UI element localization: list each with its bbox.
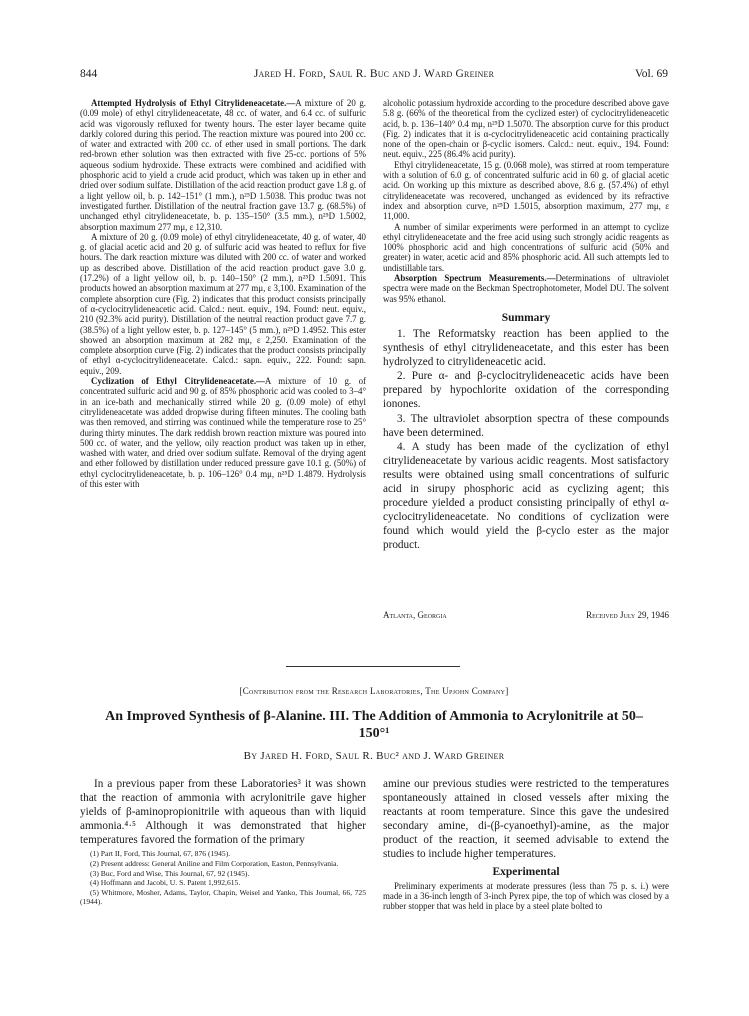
- summary-item: 3. The ultraviolet absorption spectra of these compounds have been determined.: [383, 412, 669, 439]
- volume-label: Vol. 69: [634, 68, 668, 80]
- summary-list: [383, 327, 669, 553]
- paragraph-absorption-spectrum: [383, 273, 669, 304]
- section-divider: [286, 666, 460, 667]
- summary-item: 2. Pure α- and β-cyclocitrylideneacetic acids have been prepared by hypochlorite oxidation of the corresponding ionones.: [383, 370, 669, 411]
- right-column: [383, 98, 669, 552]
- footnote: (3) Buc, Ford and Wise, This Journal, 67, 92 (1945).: [90, 868, 250, 878]
- article-right-column: [383, 777, 669, 911]
- paragraph-text: A mixture of 10 g. of concentrated sulfuric acid and 90 g. of 85% phosphoric acid was cooled to 3–4° in an ice-bath and mechanically stirred while 20 g. (0.09 mole) of ethyl citrylideneacetate was added dropwise during fifteen minutes. The cooling bath was then removed, and stirring was continued while the temperature rose to 25° during thirty minutes. The dark reddish brown reaction mixture was poured into 500 cc. of water, and the yellow, oily reaction product was taken up in ether, washed with water, and dried over sodium sulfate. Removal of the drying agent and ether followed by distillation under reduced pressure gave 10.1 g. (50%) of ethyl cyclocitrylideneacetate, b. p. 106–126° 0.4 mμ, n²⁵D 1.4879. Hydrolysis of this ester with: [80, 376, 366, 489]
- summary-heading: Summary: [501, 311, 551, 324]
- footnote: (1) Part II, Ford, This Journal, 67, 876 (1945).: [90, 849, 231, 859]
- footnotes: [80, 849, 366, 907]
- experimental-heading: Experimental: [492, 865, 560, 878]
- paragraph-glacial-acetic: Ethyl citrylideneacetate, 15 g. (0.068 mole), was stirred at room temperature with a solution of 6.0 g. of concentrated sulfuric acid in 60 g. of glacial acetic acid. On working up this mixture as described above, 8.6 g. (57.4%) of ethyl citrylideneacetate was recovered, unchanged as evidenced by its refractive index and absorption curve, n²⁵D 1.5015, absorption maximum, 277 mμ, ε 11,000.: [383, 159, 669, 222]
- summary-item: 4. A study has been made of the cyclization of ethyl citrylideneacetate by various acidic reagents. Most satisfactory results were obtained using small concentrations of sulfuric acid in sirupy phosphoric acid as cyclizing agent; this procedure yielded a product consisting principally of ethyl α-cyclocitrylideneacetate. No conditions of cyclization were found which would yield the β-cyclo ester as the major product.: [383, 440, 669, 552]
- paragraph-heading: Cyclization of Ethyl Citrylideneacetate.—: [91, 376, 265, 387]
- experimental-paragraph: Preliminary experiments at moderate pressures (less than 75 p. s. i.) were made in a 36-inch length of 3-inch Pyrex pipe, the top of which was closed by a rubber stopper that was held in place by a steel plate bolted to: [383, 880, 669, 912]
- left-column: [80, 98, 366, 489]
- paragraph-text: A mixture of 20 g. (0.09 mole) of ethyl citrylideneacetate, 48 cc. of water, and 6.4 cc. of sulfuric acid was vigorously refluxed for twenty hours. The ester layer became quite darkly colored during this period. The reaction mixture was poured into 200 cc. of water and extracted with 200 cc. of ether used in small portions. The dark red-brown ether solution was then extracted with five 25-cc. portions of 5% aqueous sodium hydroxide. These extracts were combined and acidified with phosphoric acid to yield a crude acid product, which was taken up in ether and dried over sodium sulfate. Distillation of the acid reaction product gave 1.8 g. of a light yellow oil, b. p. 142–151° (1 mm.), n²⁵D 1.5038. This produc twas not investigated further. Distillation of the neutral fraction gave 13.7 g. (68.5%) of unchanged ethyl citrylideneacetate, b. p. 135–150° (3.5 mm.), n²⁵D 1.5002, absorption maximum 277 mμ, ε 12,310.: [80, 98, 366, 232]
- intro-paragraph-continued: amine our previous studies were restricted to the temperatures spontaneously attained in closed vessels after mixing the reactants at room temperature. Since this gave the undesired secondary amine, di-(β-cyanoethyl)-amine, as the major product of the reaction, it seemed advisable to extend the studies to include higher temperatures.: [383, 778, 669, 861]
- article-title: An Improved Synthesis of β-Alanine. III. The Addition of Ammonia to Acrylonitrile at 50–150°¹: [105, 709, 643, 741]
- contribution-line: [Contribution from the Research Laboratories, The Upjohn Company]: [239, 686, 509, 696]
- location: Atlanta, Georgia: [383, 610, 447, 620]
- intro-paragraph: In a previous paper from these Laboratories³ it was shown that the reaction of ammonia with acrylonitrile gave higher yields of β-aminopropionitrile with aqueous than with liquid ammonia.⁴·⁵ Although it was demonstrated that higher temperatures favored the formation of the primary: [80, 778, 366, 847]
- paragraph-hydrolysis-continued: alcoholic potassium hydroxide according to the procedure described above gave 5.8 g. (66% of the theoretical from the cyclized ester) of cyclocitrylideneacetic acid, b. p. 136–140° 0.4 mμ, n²⁵D 1.5070. The absorption curve for this product (Fig. 2) indicates that it is α-cyclocitrylideneacetic acid containing practically none of the open-chain or β-cyclic isomers. Calcd.: neut. equiv., 194. Found: neut. equiv., 225 (86.4% acid purity).: [383, 98, 669, 160]
- paragraph-similar-experiments: A number of similar experiments were performed in an attempt to cyclize ethyl citrylideneacetate and the free acid using such strongly acidic reagents as 100% phosphoric acid and high concentrations of sulfuric acid (50% and greater) in water, acetic acid and 85% phosphoric acid. All such attempts led to undistillable tars.: [383, 221, 669, 273]
- paragraph-heading: Absorption Spectrum Measurements.—: [394, 273, 556, 284]
- running-header-authors: Jared H. Ford, Saul R. Buc and J. Ward Greiner: [253, 68, 495, 80]
- paragraph-cyclization: [80, 376, 366, 489]
- paragraph-attempted-hydrolysis: [80, 98, 366, 232]
- paragraph-text: Determinations of ultraviolet spectra were made on the Beckman Spectrophotometer, Model DU. The solvent was 95% ethanol.: [383, 273, 669, 304]
- paragraph-heading: Attempted Hydrolysis of Ethyl Citrylideneacetate.—: [91, 98, 296, 108]
- running-header: [80, 68, 668, 84]
- article-byline: By Jared H. Ford, Saul R. Buc² and J. Ward Greiner: [243, 750, 505, 762]
- footnote: (5) Whitmore, Mosher, Adams, Taylor, Chapin, Weisel and Yanko, This Journal, 66, 725 (1944).: [80, 887, 366, 907]
- summary-item: 1. The Reformatsky reaction has been applied to the synthesis of ethyl citrylideneacetate, and this ester has been hydrolyzed to citrylideneacetic acid.: [383, 327, 669, 369]
- article-left-column: [80, 777, 366, 907]
- paragraph-second-mixture: A mixture of 20 g. (0.09 mole) of ethyl citrylideneacetate, 40 g. of water, 40 g. of glacial acetic acid and 20 g. of sulfuric acid was heated to reflux for five hours. The dark reaction mixture was diluted with 200 cc. of water and worked up as described above. Distillation of the acid reaction product gave 3.0 g. (17.2%) of a light yellow oil, b. p. 140–150° (2 mm.), n²⁵D 1.5091. This products howed an absorption maximum at 277 mμ, ε 3,100. Examination of the complete absorption cure (Fig. 2) indicates that this product consists principally of α-cyclocitrylideneacetic acid. Calcd.: neut. equiv., 194. Found: neut. equiv., 210 (92.3% acid purity). Distillation of the neutral reaction product gave 7.7 g. (38.5%) of a light yellow ester, b. p. 127–145° (5 mm.), n²⁵D 1.4952. This ester showed an absorption maximum at 282 mμ, ε 2,250. Examination of the complete absorption curve (Fig. 2) indicates that the product consists principally of ethyl α-cyclocitrylideneacetate. Calcd.: sapn. equiv., 222. Found: sapn. equiv., 209.: [80, 231, 366, 376]
- page-number: 844: [80, 68, 98, 80]
- footnote: (4) Hoffmann and Jacobi, U. S. Patent 1,992,615.: [90, 878, 241, 888]
- footnote: (2) Present address: General Aniline and Film Corporation, Easton, Pennsylvania.: [90, 859, 339, 869]
- received-date: Received July 29, 1946: [586, 610, 669, 620]
